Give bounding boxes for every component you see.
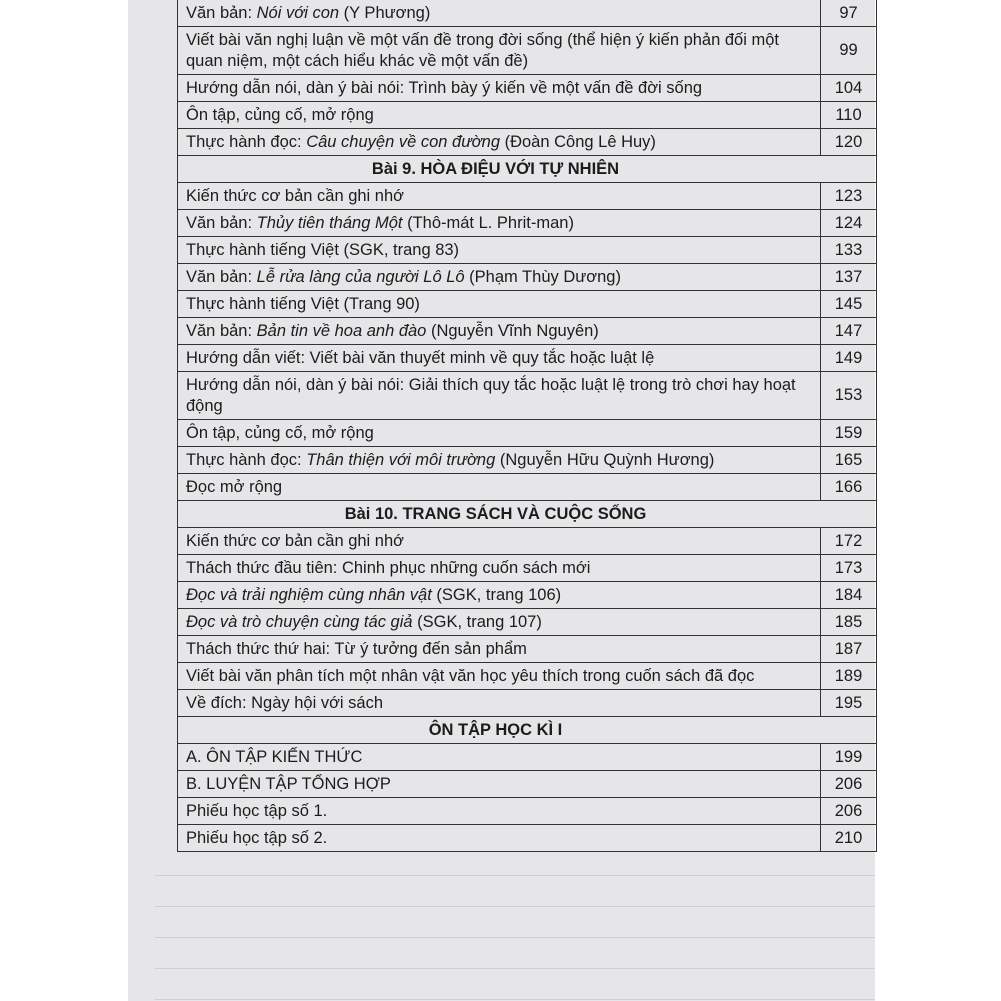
entry-title [178, 264, 820, 290]
page-number: 195 [820, 690, 876, 716]
entry-text: B. LUYỆN TẬP TỔNG HỢP [186, 775, 391, 793]
entry-text: Về đích: Ngày hội với sách [186, 694, 384, 712]
toc-row [178, 102, 876, 129]
toc-row [178, 582, 876, 609]
entry-title [178, 609, 820, 635]
entry-work-title: Đọc và trải nghiệm cùng nhân vật [186, 586, 432, 604]
toc-row [178, 474, 876, 501]
entry-work-title: Nói với con [256, 4, 340, 22]
entry-title [178, 582, 820, 608]
entry-text: Thực hành tiếng Việt (Trang 90) [186, 295, 420, 313]
entry-title [178, 690, 820, 716]
entry-author: (Thô-mát L. Phrit-man) [402, 214, 574, 232]
entry-title [178, 291, 820, 317]
entry-text: Hướng dẫn nói, dàn ý bài nói: Trình bày ý kiến về một vấn đề đời sống [186, 79, 703, 97]
page-number: 210 [820, 825, 876, 851]
entry-text: Văn bản: [186, 214, 257, 232]
page-number: 99 [820, 27, 876, 74]
entry-text: Đọc mở rộng [186, 478, 283, 496]
entry-title [178, 663, 820, 689]
entry-work-title: Lễ rửa làng của người Lô Lô [256, 268, 465, 286]
toc-row [178, 345, 876, 372]
background-left [0, 0, 128, 1001]
page-number: 166 [820, 474, 876, 500]
page-number: 124 [820, 210, 876, 236]
page-number [821, 717, 876, 743]
toc-row [178, 744, 876, 771]
page-number: 123 [820, 183, 876, 209]
toc-section-header [178, 501, 876, 528]
toc-row [178, 75, 876, 102]
page-number [821, 156, 876, 182]
page-number: 206 [820, 798, 876, 824]
entry-author: (Nguyễn Hữu Quỳnh Hương) [495, 451, 715, 469]
toc-row [178, 27, 876, 75]
toc-row [178, 825, 876, 852]
entry-author: (SGK, trang 107) [412, 613, 542, 631]
entry-text: A. ÔN TẬP KIẾN THỨC [186, 748, 363, 766]
entry-author: (Phạm Thùy Dương) [464, 268, 621, 286]
entry-title [178, 825, 820, 851]
page-number: 185 [820, 609, 876, 635]
entry-text: Văn bản: [186, 4, 257, 22]
entry-title [178, 474, 820, 500]
toc-row [178, 636, 876, 663]
entry-text: Thực hành đọc: [186, 133, 307, 151]
entry-author: (Y Phương) [339, 4, 431, 22]
toc-row [178, 771, 876, 798]
entry-title [178, 75, 820, 101]
entry-title [178, 318, 820, 344]
page-number: 145 [820, 291, 876, 317]
toc-row [178, 0, 876, 27]
page-number: 187 [820, 636, 876, 662]
page-number: 184 [820, 582, 876, 608]
page-number: 153 [820, 372, 876, 419]
entry-title [178, 771, 820, 797]
page-number: 165 [820, 447, 876, 473]
entry-work-title: Bản tin về hoa anh đào [256, 322, 427, 340]
toc-row [178, 447, 876, 474]
entry-title [178, 210, 820, 236]
entry-title [178, 636, 820, 662]
section-title: Bài 10. TRANG SÁCH VÀ CUỘC SỐNG [344, 505, 647, 523]
entry-work-title: Thủy tiên tháng Một [256, 214, 403, 232]
entry-title [178, 27, 820, 74]
toc-row [178, 210, 876, 237]
page-number: 110 [820, 102, 876, 128]
bleed-through-area [155, 845, 875, 1001]
toc-row [178, 555, 876, 582]
entry-text: Ôn tập, củng cố, mở rộng [186, 106, 374, 124]
page-number [821, 501, 876, 527]
entry-title [178, 0, 820, 26]
page-number: 199 [820, 744, 876, 770]
page-number: 120 [820, 129, 876, 155]
entry-title [178, 183, 820, 209]
entry-author: (SGK, trang 106) [431, 586, 562, 604]
toc-row [178, 237, 876, 264]
page-number: 206 [820, 771, 876, 797]
entry-text: Phiếu học tập số 1. [186, 802, 328, 820]
entry-title [178, 528, 820, 554]
section-title: ÔN TẬP HỌC KÌ I [428, 721, 563, 739]
entry-title [178, 744, 820, 770]
entry-text: Văn bản: [186, 268, 257, 286]
entry-text: Kiến thức cơ bản cần ghi nhớ [186, 532, 404, 550]
toc-row [178, 798, 876, 825]
entry-author: (Đoàn Công Lê Huy) [500, 133, 656, 151]
page-number: 147 [820, 318, 876, 344]
entry-author: (Nguyễn Vĩnh Nguyên) [426, 322, 599, 340]
background-right [875, 0, 1001, 1001]
entry-text: Văn bản: [186, 322, 257, 340]
toc-row [178, 318, 876, 345]
entry-text: Thách thức thứ hai: Từ ý tưởng đến sản phẩm [186, 640, 527, 658]
page-number: 133 [820, 237, 876, 263]
entry-text: Thực hành tiếng Việt (SGK, trang 83) [186, 241, 460, 259]
page-number: 189 [820, 663, 876, 689]
page-number: 172 [820, 528, 876, 554]
page-number: 104 [820, 75, 876, 101]
toc-row [178, 663, 876, 690]
entry-title [178, 555, 820, 581]
toc-section-header [178, 717, 876, 744]
entry-text: Viết bài văn phân tích một nhân vật văn học yêu thích trong cuốn sách đã đọc [186, 667, 755, 685]
entry-title [178, 345, 820, 371]
entry-title [178, 129, 820, 155]
entry-text: Thực hành đọc: [186, 451, 307, 469]
section-title: Bài 9. HÒA ĐIỆU VỚI TỰ NHIÊN [371, 160, 620, 178]
entry-title [178, 420, 820, 446]
entry-title [178, 798, 820, 824]
entry-text: Ôn tập, củng cố, mở rộng [186, 424, 374, 442]
entry-title [178, 102, 820, 128]
toc-section-header [178, 156, 876, 183]
entry-text: Hướng dẫn viết: Viết bài văn thuyết minh về quy tắc hoặc luật lệ [186, 349, 655, 367]
toc-row [178, 420, 876, 447]
entry-title [178, 237, 820, 263]
entry-text: Kiến thức cơ bản cần ghi nhớ [186, 187, 404, 205]
page-number: 173 [820, 555, 876, 581]
page-number: 137 [820, 264, 876, 290]
entry-text: Phiếu học tập số 2. [186, 829, 328, 847]
toc-row [178, 264, 876, 291]
page-number: 97 [820, 0, 876, 26]
toc-row [178, 528, 876, 555]
toc-row [178, 609, 876, 636]
entry-title [178, 447, 820, 473]
entry-work-title: Thân thiện với môi trường [306, 451, 496, 469]
toc-row [178, 129, 876, 156]
entry-title [178, 372, 820, 419]
page-number: 159 [820, 420, 876, 446]
toc-row [178, 291, 876, 318]
entry-text: Viết bài văn nghị luận về một vấn đề trong đời sống (thể hiện ý kiến phản đối một quan niệm, một cách hiểu khác về một vấn đề) [186, 31, 779, 70]
toc-row [178, 183, 876, 210]
entry-text: Thách thức đầu tiên: Chinh phục những cuốn sách mới [186, 559, 591, 577]
page-number: 149 [820, 345, 876, 371]
toc-row [178, 372, 876, 420]
entry-work-title: Đọc và trò chuyện cùng tác giả [186, 613, 413, 631]
toc-row [178, 690, 876, 717]
table-of-contents [177, 0, 877, 852]
entry-text: Hướng dẫn nói, dàn ý bài nói: Giải thích quy tắc hoặc luật lệ trong trò chơi hay hoạt động [186, 376, 796, 415]
entry-work-title: Câu chuyện về con đường [306, 133, 501, 151]
